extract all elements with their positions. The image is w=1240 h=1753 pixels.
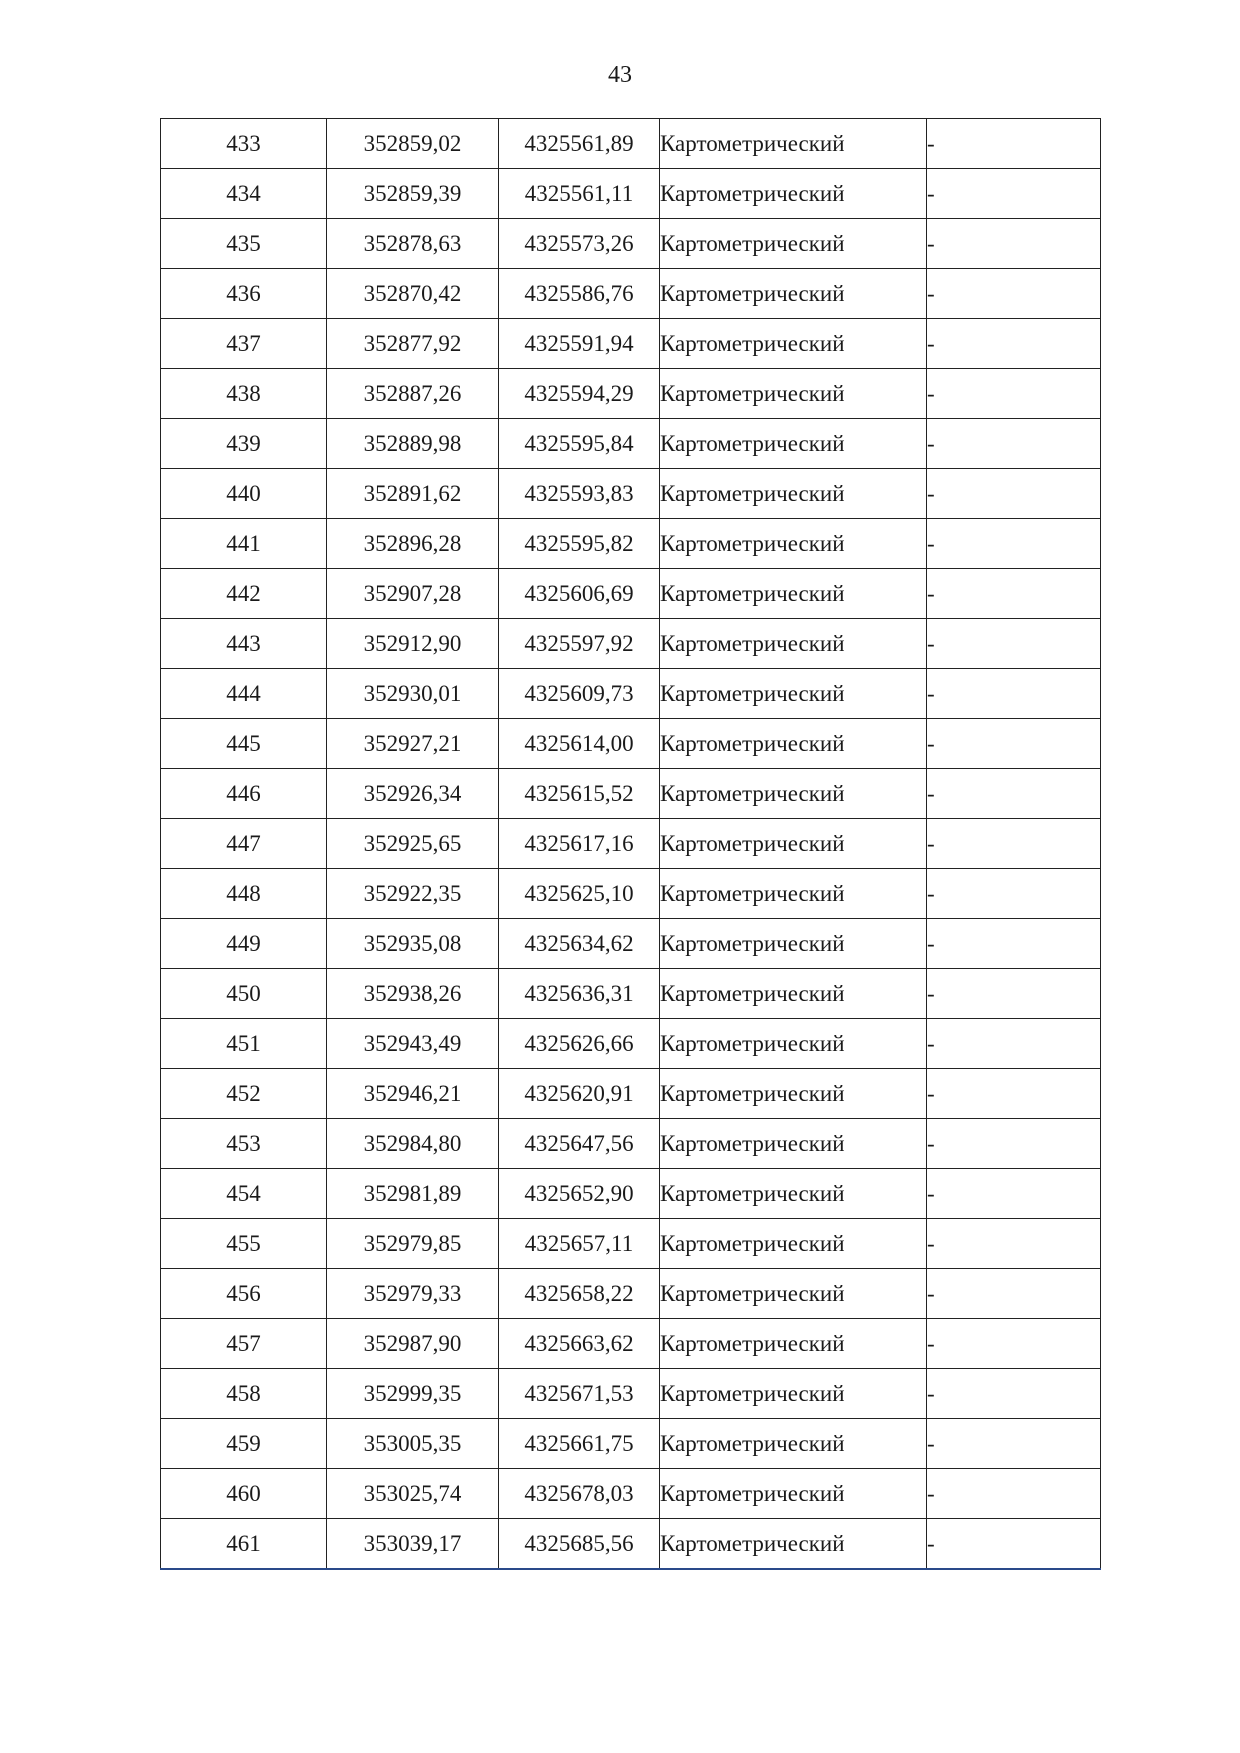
table-row <box>161 1369 1101 1419</box>
x-coordinate-cell: 352943,49 <box>327 1019 499 1069</box>
point-number-cell: 439 <box>161 419 327 469</box>
note-cell: - <box>927 1519 1101 1570</box>
method-cell: Картометрический <box>660 169 927 219</box>
page-number: 43 <box>608 62 632 88</box>
point-number-cell: 448 <box>161 869 327 919</box>
table-row <box>161 1269 1101 1319</box>
y-coordinate-cell: 4325617,16 <box>499 819 660 869</box>
note-cell: - <box>927 719 1101 769</box>
y-coordinate-cell: 4325573,26 <box>499 219 660 269</box>
note-cell: - <box>927 1119 1101 1169</box>
method-cell: Картометрический <box>660 869 927 919</box>
y-coordinate-cell: 4325671,53 <box>499 1369 660 1419</box>
table-row <box>161 519 1101 569</box>
note-cell: - <box>927 769 1101 819</box>
method-cell: Картометрический <box>660 269 927 319</box>
x-coordinate-cell: 352927,21 <box>327 719 499 769</box>
method-cell: Картометрический <box>660 219 927 269</box>
coordinates-table-body <box>161 119 1101 1570</box>
x-coordinate-cell: 353039,17 <box>327 1519 499 1570</box>
point-number-cell: 436 <box>161 269 327 319</box>
table-row <box>161 669 1101 719</box>
table-row <box>161 569 1101 619</box>
point-number-cell: 447 <box>161 819 327 869</box>
method-cell: Картометрический <box>660 119 927 169</box>
point-number-cell: 451 <box>161 1019 327 1069</box>
coordinates-table <box>160 118 1101 1570</box>
point-number-cell: 454 <box>161 1169 327 1219</box>
note-cell: - <box>927 1019 1101 1069</box>
note-cell: - <box>927 819 1101 869</box>
x-coordinate-cell: 352984,80 <box>327 1119 499 1169</box>
note-cell: - <box>927 369 1101 419</box>
y-coordinate-cell: 4325614,00 <box>499 719 660 769</box>
y-coordinate-cell: 4325647,56 <box>499 1119 660 1169</box>
table-row <box>161 369 1101 419</box>
y-coordinate-cell: 4325593,83 <box>499 469 660 519</box>
table-row <box>161 869 1101 919</box>
x-coordinate-cell: 352907,28 <box>327 569 499 619</box>
y-coordinate-cell: 4325597,92 <box>499 619 660 669</box>
method-cell: Картометрический <box>660 1469 927 1519</box>
y-coordinate-cell: 4325586,76 <box>499 269 660 319</box>
x-coordinate-cell: 352930,01 <box>327 669 499 719</box>
x-coordinate-cell: 352979,85 <box>327 1219 499 1269</box>
point-number-cell: 458 <box>161 1369 327 1419</box>
point-number-cell: 459 <box>161 1419 327 1469</box>
method-cell: Картометрический <box>660 669 927 719</box>
point-number-cell: 456 <box>161 1269 327 1319</box>
y-coordinate-cell: 4325620,91 <box>499 1069 660 1119</box>
x-coordinate-cell: 352999,35 <box>327 1369 499 1419</box>
method-cell: Картометрический <box>660 419 927 469</box>
table-row <box>161 769 1101 819</box>
point-number-cell: 445 <box>161 719 327 769</box>
method-cell: Картометрический <box>660 1119 927 1169</box>
note-cell: - <box>927 619 1101 669</box>
y-coordinate-cell: 4325657,11 <box>499 1219 660 1269</box>
method-cell: Картометрический <box>660 969 927 1019</box>
note-cell: - <box>927 919 1101 969</box>
table-row <box>161 1319 1101 1369</box>
point-number-cell: 452 <box>161 1069 327 1119</box>
point-number-cell: 460 <box>161 1469 327 1519</box>
y-coordinate-cell: 4325606,69 <box>499 569 660 619</box>
y-coordinate-cell: 4325561,89 <box>499 119 660 169</box>
point-number-cell: 434 <box>161 169 327 219</box>
point-number-cell: 438 <box>161 369 327 419</box>
x-coordinate-cell: 352926,34 <box>327 769 499 819</box>
x-coordinate-cell: 352859,02 <box>327 119 499 169</box>
method-cell: Картометрический <box>660 519 927 569</box>
y-coordinate-cell: 4325636,31 <box>499 969 660 1019</box>
method-cell: Картометрический <box>660 1269 927 1319</box>
note-cell: - <box>927 469 1101 519</box>
point-number-cell: 444 <box>161 669 327 719</box>
point-number-cell: 457 <box>161 1319 327 1369</box>
table-row <box>161 319 1101 369</box>
method-cell: Картометрический <box>660 1319 927 1369</box>
method-cell: Картометрический <box>660 1169 927 1219</box>
table-row <box>161 1069 1101 1119</box>
y-coordinate-cell: 4325626,66 <box>499 1019 660 1069</box>
table-row <box>161 469 1101 519</box>
table-row <box>161 969 1101 1019</box>
table-row <box>161 619 1101 669</box>
y-coordinate-cell: 4325615,52 <box>499 769 660 819</box>
point-number-cell: 441 <box>161 519 327 569</box>
x-coordinate-cell: 352891,62 <box>327 469 499 519</box>
method-cell: Картометрический <box>660 319 927 369</box>
x-coordinate-cell: 352889,98 <box>327 419 499 469</box>
method-cell: Картометрический <box>660 1369 927 1419</box>
method-cell: Картометрический <box>660 1019 927 1069</box>
x-coordinate-cell: 352887,26 <box>327 369 499 419</box>
note-cell: - <box>927 419 1101 469</box>
y-coordinate-cell: 4325609,73 <box>499 669 660 719</box>
method-cell: Картометрический <box>660 769 927 819</box>
note-cell: - <box>927 1419 1101 1469</box>
x-coordinate-cell: 352878,63 <box>327 219 499 269</box>
y-coordinate-cell: 4325634,62 <box>499 919 660 969</box>
point-number-cell: 455 <box>161 1219 327 1269</box>
x-coordinate-cell: 352877,92 <box>327 319 499 369</box>
method-cell: Картометрический <box>660 1069 927 1119</box>
y-coordinate-cell: 4325591,94 <box>499 319 660 369</box>
y-coordinate-cell: 4325661,75 <box>499 1419 660 1469</box>
note-cell: - <box>927 119 1101 169</box>
method-cell: Картометрический <box>660 1219 927 1269</box>
method-cell: Картометрический <box>660 819 927 869</box>
y-coordinate-cell: 4325595,82 <box>499 519 660 569</box>
table-row <box>161 1019 1101 1069</box>
x-coordinate-cell: 352912,90 <box>327 619 499 669</box>
point-number-cell: 433 <box>161 119 327 169</box>
y-coordinate-cell: 4325663,62 <box>499 1319 660 1369</box>
point-number-cell: 446 <box>161 769 327 819</box>
x-coordinate-cell: 352870,42 <box>327 269 499 319</box>
point-number-cell: 443 <box>161 619 327 669</box>
note-cell: - <box>927 1219 1101 1269</box>
x-coordinate-cell: 352979,33 <box>327 1269 499 1319</box>
table-row <box>161 919 1101 969</box>
note-cell: - <box>927 319 1101 369</box>
method-cell: Картометрический <box>660 719 927 769</box>
point-number-cell: 453 <box>161 1119 327 1169</box>
table-row <box>161 219 1101 269</box>
note-cell: - <box>927 219 1101 269</box>
table-row <box>161 1469 1101 1519</box>
table-row <box>161 1119 1101 1169</box>
method-cell: Картометрический <box>660 569 927 619</box>
point-number-cell: 437 <box>161 319 327 369</box>
x-coordinate-cell: 352925,65 <box>327 819 499 869</box>
x-coordinate-cell: 352987,90 <box>327 1319 499 1369</box>
point-number-cell: 461 <box>161 1519 327 1570</box>
method-cell: Картометрический <box>660 469 927 519</box>
table-row <box>161 419 1101 469</box>
y-coordinate-cell: 4325652,90 <box>499 1169 660 1219</box>
point-number-cell: 442 <box>161 569 327 619</box>
y-coordinate-cell: 4325594,29 <box>499 369 660 419</box>
note-cell: - <box>927 169 1101 219</box>
note-cell: - <box>927 519 1101 569</box>
method-cell: Картометрический <box>660 369 927 419</box>
table-row <box>161 1519 1101 1570</box>
note-cell: - <box>927 1269 1101 1319</box>
method-cell: Картометрический <box>660 919 927 969</box>
y-coordinate-cell: 4325678,03 <box>499 1469 660 1519</box>
table-row <box>161 119 1101 169</box>
point-number-cell: 440 <box>161 469 327 519</box>
table-row <box>161 1169 1101 1219</box>
note-cell: - <box>927 1069 1101 1119</box>
method-cell: Картометрический <box>660 1419 927 1469</box>
x-coordinate-cell: 353025,74 <box>327 1469 499 1519</box>
table-row <box>161 819 1101 869</box>
note-cell: - <box>927 269 1101 319</box>
note-cell: - <box>927 869 1101 919</box>
x-coordinate-cell: 353005,35 <box>327 1419 499 1469</box>
table-row <box>161 169 1101 219</box>
note-cell: - <box>927 1319 1101 1369</box>
y-coordinate-cell: 4325625,10 <box>499 869 660 919</box>
point-number-cell: 435 <box>161 219 327 269</box>
table-row <box>161 1219 1101 1269</box>
x-coordinate-cell: 352938,26 <box>327 969 499 1019</box>
method-cell: Картометрический <box>660 619 927 669</box>
x-coordinate-cell: 352935,08 <box>327 919 499 969</box>
note-cell: - <box>927 1469 1101 1519</box>
y-coordinate-cell: 4325595,84 <box>499 419 660 469</box>
x-coordinate-cell: 352922,35 <box>327 869 499 919</box>
note-cell: - <box>927 1369 1101 1419</box>
note-cell: - <box>927 969 1101 1019</box>
y-coordinate-cell: 4325658,22 <box>499 1269 660 1319</box>
x-coordinate-cell: 352859,39 <box>327 169 499 219</box>
note-cell: - <box>927 1169 1101 1219</box>
y-coordinate-cell: 4325685,56 <box>499 1519 660 1570</box>
table-row <box>161 269 1101 319</box>
note-cell: - <box>927 569 1101 619</box>
y-coordinate-cell: 4325561,11 <box>499 169 660 219</box>
x-coordinate-cell: 352981,89 <box>327 1169 499 1219</box>
table-row <box>161 719 1101 769</box>
point-number-cell: 449 <box>161 919 327 969</box>
x-coordinate-cell: 352896,28 <box>327 519 499 569</box>
x-coordinate-cell: 352946,21 <box>327 1069 499 1119</box>
table-row <box>161 1419 1101 1469</box>
point-number-cell: 450 <box>161 969 327 1019</box>
note-cell: - <box>927 669 1101 719</box>
method-cell: Картометрический <box>660 1519 927 1570</box>
